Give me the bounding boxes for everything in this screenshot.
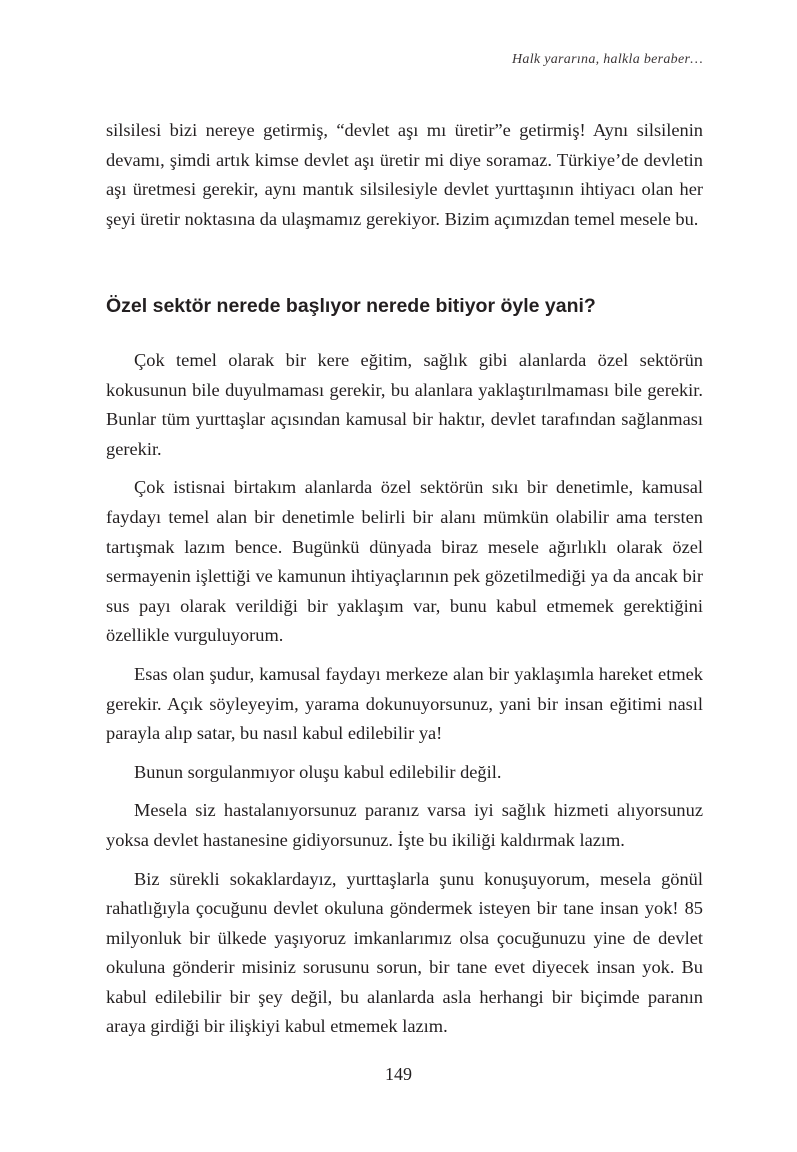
answer-paragraph-2: Çok istisnai birtakım alanlarda özel sektörün sıkı bir denetimle, kamusal faydayı temel alan bir denetimle belirli bir alanı mümkün olabilir ama tersten tartışmak lazım bence. Bugünkü dünyada biraz mesele ağırlıklı olarak özel sermayenin işlettiği ve kamunun ihtiyaçlarının pek gözetilmediği ya da ancak bir sus payı olarak verildiği bir yaklaşım var, bunu kabul etmemek gerektiğini özellikle vurguluyorum. <box>106 477 703 646</box>
intro-block <box>106 116 703 243</box>
answer-paragraph-6: Biz sürekli sokaklardayız, yurttaşlarla şunu konuşuyorum, mesela gönül rahatlığıyla çocuğunu devlet okuluna göndermek isteyen bir tane insan yok! 85 milyonluk bir ülkede yaşıyoruz imkanlarımız olsa çocuğunuzu yine de devlet okuluna gönderir misiniz sorusunu sorun, bir tane evet diyecek insan yok. Bu kabul edilebilir bir şey değil, bu alanlarda asla herhangi bir biçimde paranın araya girdiği bir ilişkiyi kabul etmemek lazım. <box>106 868 703 1037</box>
page-number: 149 <box>385 1064 412 1084</box>
answer-paragraph-4: Bunun sorgulanmıyor oluşu kabul edilebilir değil. <box>134 761 502 782</box>
answer-paragraph-1: Çok temel olarak bir kere eğitim, sağlık gibi alanlarda özel sektörün kokusunun bile duyulmaması gerekir, bu alanlara yaklaştırılmaması bile gerekir. Bunlar tüm yurttaşlar açısından kamusal bir haktır, devlet tarafından sağlanması gerekir. <box>106 350 703 459</box>
intro-paragraph: silsilesi bizi nereye getirmiş, “devlet aşı mı üretir”e getirmiş! Aynı silsilenin devamı, şimdi artık kimse devlet aşı üretir mi diye soramaz. Türkiye’de devletin aşı üretmesi gerekir, aynı mantık silsilesiyle devlet yurttaşının ihtiyacı olan her şeyi üretir noktasına da ulaşmamız gerekiyor. Bizim açımızdan temel mesele bu. <box>106 120 703 229</box>
answer-paragraph-3: Esas olan şudur, kamusal faydayı merkeze alan bir yaklaşımla hareket etmek gerekir. Açık söyleyeyim, yarama dokunuyorsunuz, yani bir insan eğitimi nasıl parayla alıp satar, bu nasıl kabul edilebilir ya! <box>106 663 703 744</box>
answer-block <box>106 346 703 1051</box>
question-heading: Özel sektör nerede başlıyor nerede bitiyor öyle yani? <box>106 295 596 317</box>
running-header: Halk yararına, halkla beraber… <box>512 52 703 67</box>
answer-paragraph-5: Mesela siz hastalanıyorsunuz paranız varsa iyi sağlık hizmeti alıyorsunuz yoksa devlet hastanesine gidiyorsunuz. İşte bu ikiliği kaldırmak lazım. <box>106 800 703 850</box>
question-block <box>106 292 703 320</box>
